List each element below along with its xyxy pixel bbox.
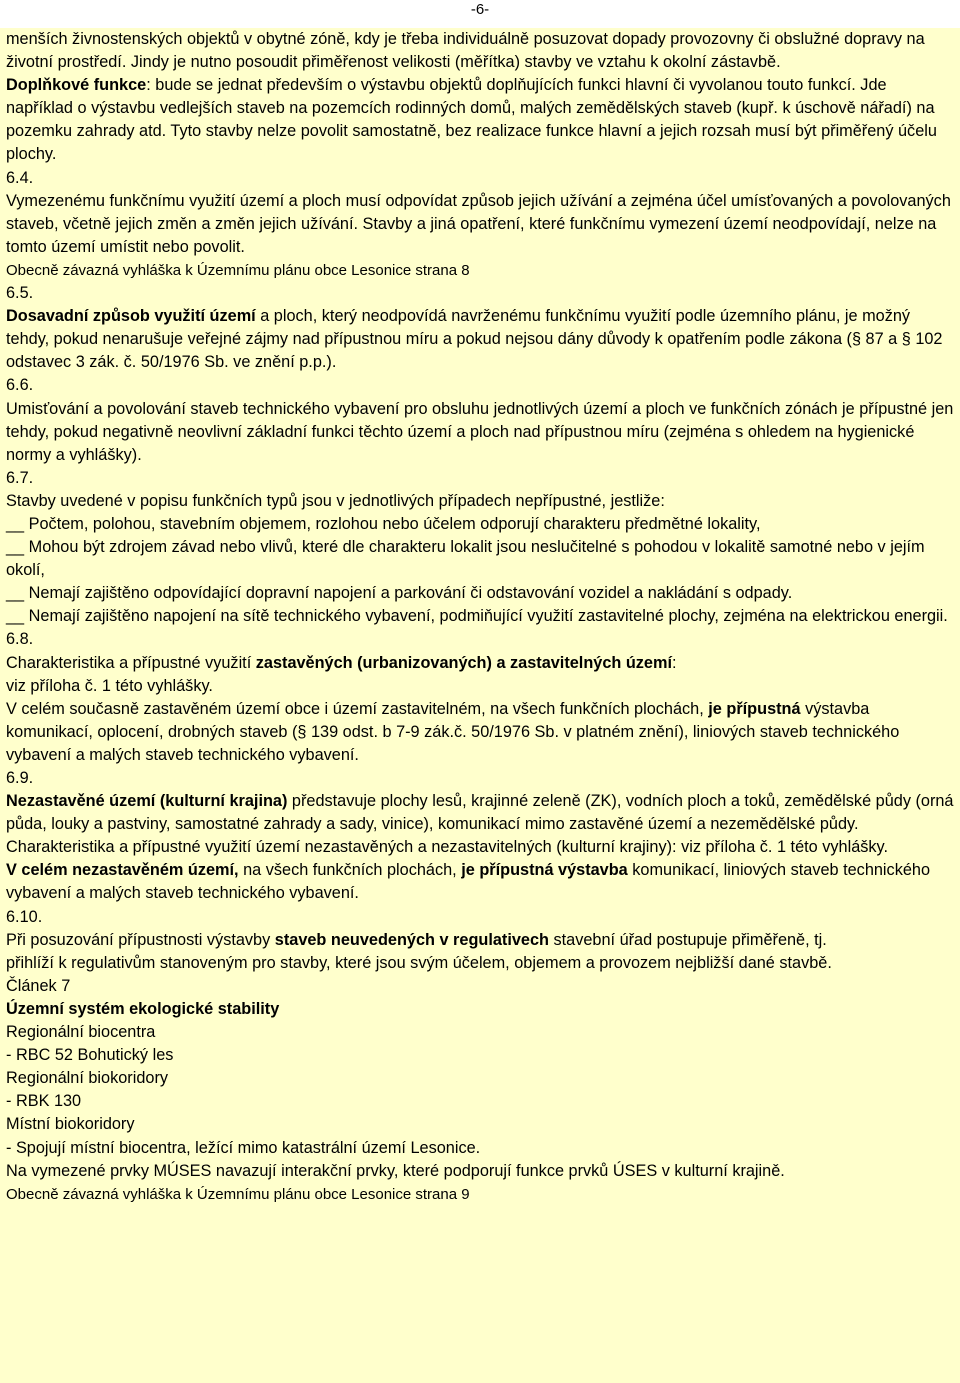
bold-text: Územní systém ekologické stability (6, 999, 280, 1018)
text-run: Charakteristika a přípustné využití území nezastavěných a nezastavitelných (kulturní krajiny): viz příloha č. 1 této vyhlášky. (6, 838, 888, 857)
text-run: Regionální biocentra (6, 1023, 156, 1042)
paragraph (6, 836, 956, 859)
paragraph (6, 698, 956, 767)
paragraph (6, 952, 956, 975)
text-run: stavební úřad postupuje přiměřeně, tj. (548, 930, 827, 949)
bold-text: Dosavadní způsob využití území (6, 307, 256, 326)
paragraph (6, 675, 956, 698)
text-run: Umisťování a povolování staveb technického vybavení pro obsluhu jednotlivých území a ploch ve funkčních zónách je přípustné jen tehdy, pokud negativně neovlivní základní funkci těchto území a ploch nad přípustnou míru (zejména s ohledem na hygienické normy a vyhlášky). (6, 399, 954, 464)
text-run: 6.10. (6, 907, 43, 926)
paragraph (6, 513, 956, 536)
paragraph (6, 398, 956, 467)
text-run: Článek 7 (6, 976, 71, 995)
paragraph (6, 190, 956, 259)
paragraph (6, 767, 956, 790)
paragraph (6, 1090, 956, 1113)
paragraph (6, 490, 956, 513)
paragraph (6, 628, 956, 651)
text-run: 6.9. (6, 769, 34, 787)
text-run: 6.5. (6, 284, 34, 303)
paragraph (6, 652, 956, 675)
text-run: 6.7. (6, 468, 34, 487)
paragraph (6, 282, 956, 305)
text-run: Obecně závazná vyhláška k Územnímu plánu obce Lesonice strana 8 (6, 261, 470, 279)
text-run: Obecně závazná vyhláška k Územnímu plánu obce Lesonice strana 9 (6, 1185, 470, 1203)
paragraph (6, 605, 956, 628)
text-run: __ Počtem, polohou, stavebním objemem, rozlohou nebo účelem odporují charakteru předmětné lokality, (6, 514, 761, 533)
paragraph (6, 1044, 956, 1067)
paragraph (6, 929, 956, 952)
text-run: : (672, 653, 677, 672)
paragraph (6, 74, 956, 166)
text-run: Vymezenému funkčnímu využití území a ploch musí odpovídat způsob jejich užívání a zejména účel umísťovaných a povolovaných staveb, včetně jejich změn a změn jejich užívání. Stavby a jiná opatření, které funkčnímu vymezení území neodpovídají, nelze na tomto území umístit nebo povolit. (6, 191, 951, 256)
paragraph (6, 1137, 956, 1160)
text-run: V celém současně zastavěném území obce i území zastavitelném, na všech funkčních plochách, (6, 699, 709, 718)
text-run: a ploch, který neodpovídá navrženému funkčnímu využití podle územního plánu, je možný tehdy, pokud nenarušuje veřejné zájmy nad přípustnou míru a pokud nejsou dány důvody k opatřením podle zákona (§ 87 a § 102 odstavec 3 zák. č. 50/1976 Sb. ve znění p.p.). (6, 307, 943, 372)
paragraph (6, 167, 956, 190)
paragraph (6, 1021, 956, 1044)
paragraph (6, 998, 956, 1021)
bold-text: je přípustná (708, 699, 801, 718)
text-run: Při posuzování přípustnosti výstavby (6, 930, 275, 949)
paragraph (6, 790, 956, 836)
text-run: výstavba komunikací, oplocení, drobných staveb (§ 139 odst. b 7-9 zák.č. 50/1976 Sb. v platném znění), liniových staveb technického vybavení a malých staveb technického vybavení. (6, 699, 900, 764)
paragraph (6, 467, 956, 490)
paragraph (6, 975, 956, 998)
text-run: komunikací, liniových staveb technického vybavení a malých staveb technického vybavení. (6, 861, 930, 903)
document-body (0, 28, 960, 1383)
text-run: představuje plochy lesů, krajinné zeleně (ZK), vodních ploch a toků, zemědělské půdy (orná půda, louky a pastviny, samostatné zahrady a sady, vinice), komunikací mimo zastavěné území a nezemědělské půdy. (6, 792, 954, 834)
text-run: - Spojují místní biocentra, ležící mimo katastrální území Lesonice. (6, 1138, 481, 1157)
paragraph (6, 582, 956, 605)
text-run: menších živnostenských objektů v obytné zóně, kdy je třeba individuálně posuzovat dopady provozovny či obslužné dopravy na životní prostředí. Jindy je nutno posoudit přiměřenost velikosti (měřítka) stavby ve vztahu k okolní zástavbě. (6, 30, 925, 72)
bold-text: staveb neuvedených v regulativech (274, 930, 549, 949)
bold-text: je přípustná výstavba (461, 861, 628, 880)
text-run: Regionální biokoridory (6, 1069, 169, 1088)
bold-text: V celém nezastavěném území, (6, 861, 239, 880)
text-run: přihlíží k regulativům stanoveným pro stavby, které jsou svým účelem, objemem a provozem nejbližší dané stavbě. (6, 953, 832, 972)
text-run: na všech funkčních plochách, (238, 861, 462, 880)
paragraph (6, 906, 956, 929)
text-run: Charakteristika a přípustné využití (6, 653, 256, 672)
text-run: - RBK 130 (6, 1092, 82, 1111)
page-footer-note (6, 1183, 956, 1206)
page-footer-note (6, 259, 956, 282)
text-run: : bude se jednat především o výstavbu objektů doplňujících funkci hlavní či vyvolanou touto funkcí. Jde například o výstavbu vedlejších staveb na pozemcích rodinných domů, malých zemědělských staveb (kupř. k úschově nářadí) na pozemku zahrady atd. Tyto stavby nelze povolit samostatně, bez realizace funkce hlavní a jejich rozsah musí být přiměřený účelu plochy. (6, 76, 937, 164)
paragraph (6, 1160, 956, 1183)
text-run: __ Nemají zajištěno napojení na sítě technického vybavení, podmiňující využití zastavitelné plochy, zejména na elektrickou energii. (6, 607, 948, 626)
paragraph (6, 1067, 956, 1090)
text-run: __ Mohou být zdrojem závad nebo vlivů, které dle charakteru lokalit jsou neslučitelné s pohodou v lokalitě samotné nebo v jejím okolí, (6, 538, 925, 580)
bold-text: Nezastavěné území (kulturní krajina) (6, 792, 288, 811)
text-run: 6.6. (6, 376, 34, 395)
page-number: -6- (470, 1, 490, 18)
text-run: viz příloha č. 1 této vyhlášky. (6, 676, 213, 695)
text-run: 6.4. (6, 168, 34, 187)
bold-text: zastavěných (urbanizovaných) a zastavitelných území (255, 653, 672, 672)
paragraph (6, 536, 956, 582)
paragraph (6, 305, 956, 374)
text-run: Místní biokoridory (6, 1115, 135, 1134)
text-run: 6.8. (6, 630, 34, 649)
paragraph (6, 374, 956, 397)
text-run: Stavby uvedené v popisu funkčních typů jsou v jednotlivých případech nepřípustné, jestliže: (6, 491, 665, 510)
paragraph (6, 1113, 956, 1136)
text-run: __ Nemají zajištěno odpovídající dopravní napojení a parkování či odstavování vozidel a nakládání s odpady. (6, 584, 793, 603)
paragraph (6, 28, 956, 74)
text-run: - RBC 52 Bohutický les (6, 1046, 174, 1065)
paragraph (6, 859, 956, 905)
bold-text: Doplňkové funkce (6, 76, 147, 95)
text-run: Na vymezené prvky MÚSES navazují interakční prvky, které podporují funkce prvků ÚSES v kulturní krajině. (6, 1161, 785, 1180)
